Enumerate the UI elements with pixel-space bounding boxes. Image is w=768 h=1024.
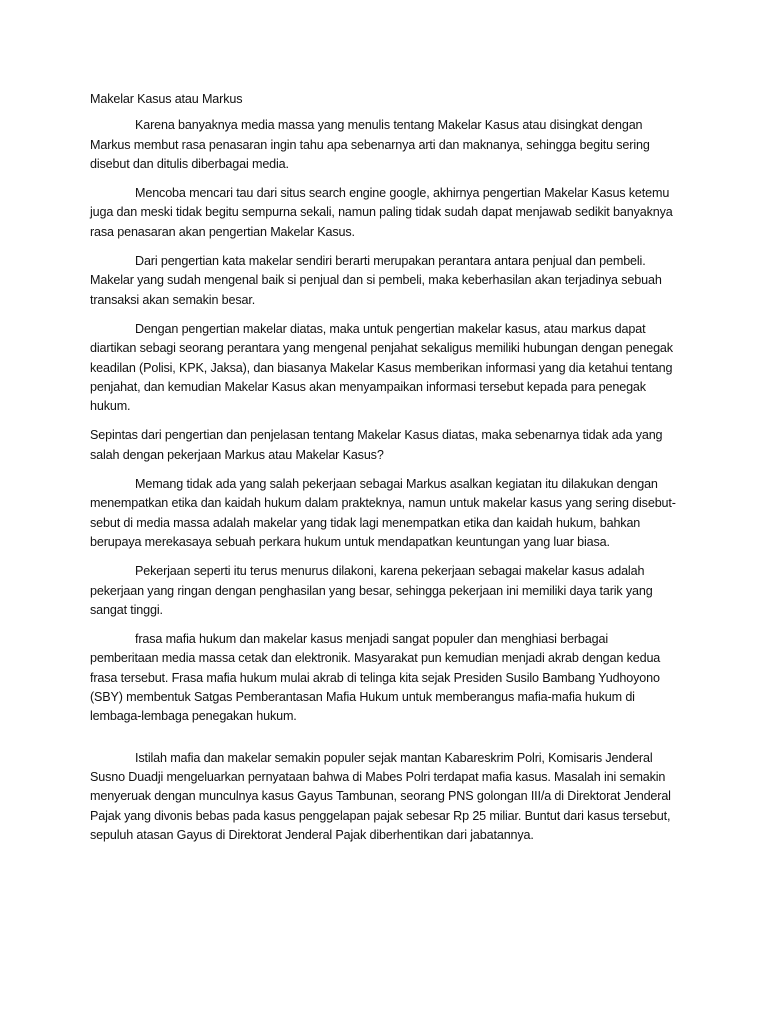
paragraph-6: Memang tidak ada yang salah pekerjaan sebagai Markus asalkan kegiatan itu dilakukan dengan menempatkan etika dan kaidah hukum dalam prakteknya, namun untuk makelar kasus yang sering disebut-sebut di media massa adalah makelar yang tidak lagi menempatkan etika dan kaidah hukum, bahkan berupaya merekasaya sebuah perkara hukum untuk mendapatkan keuntungan yang luar biasa.: [90, 477, 676, 549]
paragraph-2: Mencoba mencari tau dari situs search engine google, akhirnya pengertian Makelar Kasus ketemu juga dan meski tidak begitu sempurna sekali, namun paling tidak sudah dapat menjawab sedikit banyaknya rasa penasaran akan pengertian Makelar Kasus.: [90, 186, 673, 239]
paragraph-7: Pekerjaan seperti itu terus menurus dilakoni, karena pekerjaan sebagai makelar kasus adalah pekerjaan yang ringan dengan penghasilan yang besar, sehingga pekerjaan ini memiliki daya tarik yang sangat tinggi.: [90, 564, 653, 617]
document-title: Makelar Kasus atau Markus: [90, 92, 243, 106]
paragraph-9: Istilah mafia dan makelar semakin populer sejak mantan Kabareskrim Polri, Komisaris Jenderal Susno Duadji mengeluarkan pernyataan bahwa di Mabes Polri terdapat mafia kasus. Masalah ini semakin menyeruak dengan munculnya kasus Gayus Tambunan, seorang PNS golongan III/a di Direktorat Jenderal Pajak yang divonis bebas pada kasus penggelapan pajak sebesar Rp 25 miliar. Buntut dari kasus tersebut, sepuluh atasan Gayus di Direktorat Jenderal Pajak diberhentikan dari jabatannya.: [90, 750, 671, 842]
paragraph-1: Karena banyaknya media massa yang menulis tentang Makelar Kasus atau disingkat dengan Markus membut rasa penasaran ingin tahu apa sebenarnya arti dan maknanya, sehingga begitu sering disebut dan ditulis diberbagai media.: [90, 118, 650, 171]
paragraph-8: frasa mafia hukum dan makelar kasus menjadi sangat populer dan menghiasi berbagai pemberitaan media massa cetak dan elektronik. Masyarakat pun kemudian menjadi akrab dengan kedua frasa tersebut. Frasa mafia hukum mulai akrab di telinga kita sejak Presiden Susilo Bambang Yudhoyono (SBY) membentuk Satgas Pemberantasan Mafia Hukum untuk memberangus mafia-mafia hukum di lembaga-lembaga penegakan hukum.: [90, 632, 661, 724]
paragraph-3: Dari pengertian kata makelar sendiri berarti merupakan perantara antara penjual dan pembeli. Makelar yang sudah mengenal baik si penjual dan si pembeli, maka keberhasilan akan terjadinya sebuah transaksi akan semakin besar.: [90, 254, 662, 307]
document-page: [90, 90, 678, 855]
paragraph-5: Sepintas dari pengertian dan penjelasan tentang Makelar Kasus diatas, maka sebenarnya tidak ada yang salah dengan pekerjaan Markus atau Makelar Kasus?: [90, 428, 663, 462]
paragraph-4: Dengan pengertian makelar diatas, maka untuk pengertian makelar kasus, atau markus dapat diartikan sebagi seorang perantara yang mengenal penjahat sekaligus memiliki hubungan dengan penegak keadilan (Polisi, KPK, Jaksa), dan biasanya Makelar Kasus memberikan informasi yang dia ketahui tentang penjahat, dan kemudian Makelar Kasus akan menyampaikan informasi tersebut kepada para penegak hukum.: [90, 321, 673, 414]
